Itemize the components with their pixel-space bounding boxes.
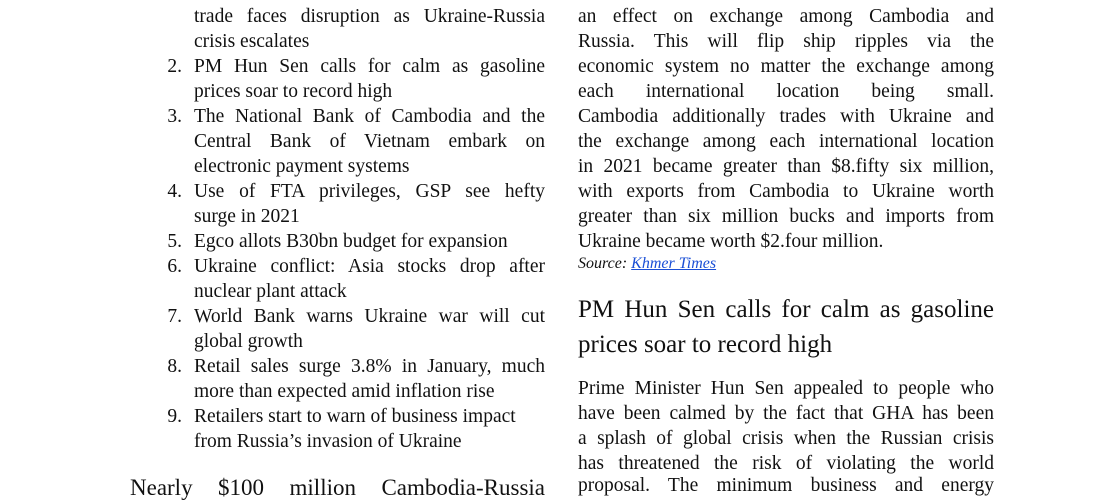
heading-line: prices soar to record high <box>578 331 833 358</box>
right-column <box>578 0 994 496</box>
paragraph-line: each international location being small. <box>578 81 994 102</box>
source-label: Source: <box>578 255 628 272</box>
toc-item-line: Ukraine conflict: Asia stocks drop after <box>194 256 545 277</box>
toc-item-line: nuclear plant attack <box>194 281 347 302</box>
heading-line: PM Hun Sen calls for calm as gasoline <box>578 296 994 323</box>
toc-item-number: 6. <box>167 256 182 277</box>
toc-item-line: surge in 2021 <box>194 206 300 227</box>
toc-item-line: World Bank warns Ukraine war will cut <box>194 306 545 327</box>
toc-item-line: The National Bank of Cambodia and the <box>194 106 545 127</box>
toc-item-line: Egco allots B30bn budget for expansion <box>194 231 508 252</box>
paragraph-line: have been calmed by the fact that GHA has been <box>578 403 994 424</box>
paragraph-line: Cambodia additionally trades with Ukraine and <box>578 106 994 127</box>
toc-item-number: 2. <box>167 56 182 77</box>
toc-item-number: 4. <box>167 181 182 202</box>
source-citation <box>578 254 716 274</box>
paragraph-line: an effect on exchange among Cambodia and <box>578 6 994 27</box>
toc-item-line: Use of FTA privileges, GSP see hefty <box>194 181 545 202</box>
toc-item-number: 5. <box>167 231 182 252</box>
toc-item-line: trade faces disruption as Ukraine-Russia <box>194 6 545 27</box>
toc-item-line: from Russia’s invasion of Ukraine <box>194 431 462 452</box>
article-heading: Nearly $100 million Cambodia-Russia <box>130 475 545 500</box>
paragraph-line: economic system no matter the exchange among <box>578 56 994 77</box>
source-link[interactable]: Khmer Times <box>631 255 717 272</box>
toc-item-line: electronic payment systems <box>194 156 410 177</box>
paragraph-line: has threatened the risk of violating the world <box>578 453 994 474</box>
toc-item-line: prices soar to record high <box>194 81 393 102</box>
paragraph-line: with exports from Cambodia to Ukraine worth <box>578 181 994 202</box>
toc-item-line: crisis escalates <box>194 31 310 52</box>
toc-item-number: 9. <box>167 406 182 427</box>
toc-item-line: Central Bank of Vietnam embark on <box>194 131 545 152</box>
paragraph-line: the exchange among each international location <box>578 131 994 152</box>
toc-item-line: Retailers start to warn of business impact <box>194 406 516 427</box>
toc-item-number: 8. <box>167 356 182 377</box>
toc-item-line: more than expected amid inflation rise <box>194 381 495 402</box>
article-heading <box>578 292 994 362</box>
paragraph-line: greater than six million bucks and imports from <box>578 206 994 227</box>
paragraph-line: proposal. The minimum business and energy <box>578 475 994 496</box>
paragraph-line: Ukraine became worth $2.four million. <box>578 231 884 252</box>
paragraph-line: in 2021 became greater than $8.fifty six million, <box>578 156 994 177</box>
paragraph-line: a splash of global crisis when the Russian crisis <box>578 428 994 449</box>
paragraph-line: Russia. This will flip ship ripples via the <box>578 31 994 52</box>
paragraph-line: Prime Minister Hun Sen appealed to people who <box>578 378 994 399</box>
toc-item-number: 7. <box>167 306 182 327</box>
toc-item-line: global growth <box>194 331 303 352</box>
toc-item-line: Retail sales surge 3.8% in January, much <box>194 356 545 377</box>
toc-item-number: 3. <box>167 106 182 127</box>
toc-item-line: PM Hun Sen calls for calm as gasoline <box>194 56 545 77</box>
